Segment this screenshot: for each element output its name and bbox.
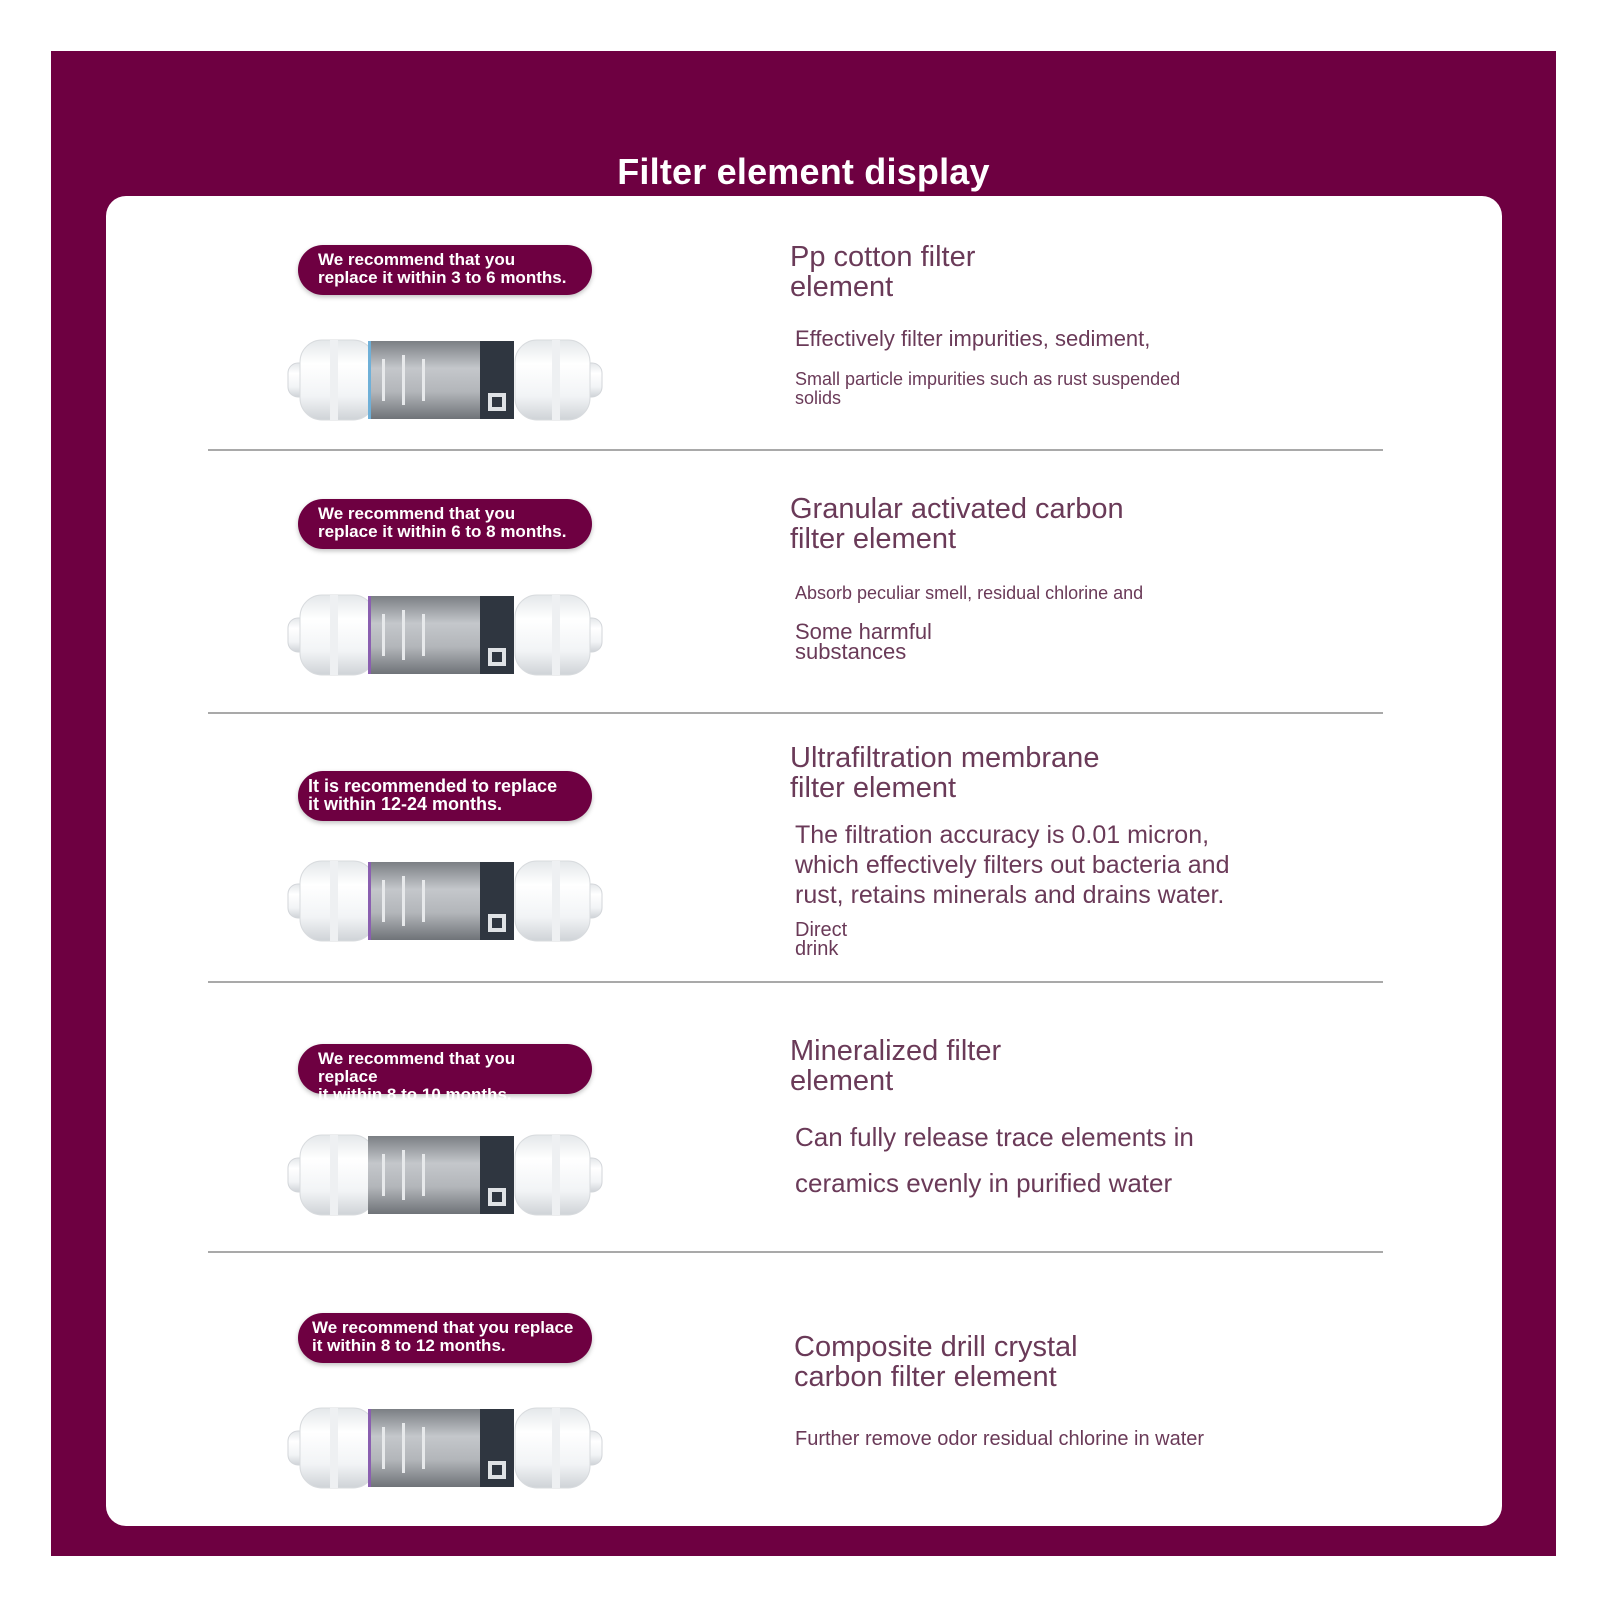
replacement-badge-activated-carbon: We recommend that you replace it within 6 to 8 months.	[298, 499, 592, 549]
composite-carbon-filter-cartridge-icon	[270, 1403, 620, 1493]
filter-desc-mineralized-2: ceramics evenly in purified water	[795, 1168, 1173, 1198]
filter-desc-pp-cotton-1: Effectively filter impurities, sediment,	[795, 326, 1151, 351]
filter-desc-activated-carbon-1: Absorb peculiar smell, residual chlorine and	[795, 583, 1144, 603]
mineralized-filter-cartridge-icon	[270, 1130, 620, 1220]
filter-desc-composite-carbon-1: Further remove odor residual chlorine in water	[795, 1428, 1205, 1450]
replacement-badge-mineralized: We recommend that you replace it within 8 to 10 months.	[298, 1044, 592, 1094]
row-divider	[208, 1251, 1383, 1253]
replacement-badge-composite-carbon: We recommend that you replace it within 8 to 12 months.	[298, 1313, 592, 1363]
filter-desc-mineralized-1: Can fully release trace elements in	[795, 1122, 1194, 1152]
filter-desc-pp-cotton-2: Small particle impurities such as rust suspended solids	[795, 369, 1181, 408]
filter-name-mineralized: Mineralized filter element	[790, 1035, 1002, 1097]
activated-carbon-filter-cartridge-icon	[270, 590, 620, 680]
replacement-badge-ultrafiltration: It is recommended to replace it within 12-24 months.	[298, 771, 592, 821]
filter-desc-ultrafiltration-2: Direct drink	[795, 919, 848, 960]
ultrafiltration-filter-cartridge-icon	[270, 856, 620, 946]
row-divider	[208, 449, 1383, 451]
replacement-badge-pp-cotton: We recommend that you replace it within 3 to 6 months.	[298, 245, 592, 295]
filter-name-activated-carbon: Granular activated carbon filter element	[790, 493, 1124, 555]
filter-desc-ultrafiltration-1: The filtration accuracy is 0.01 micron, which effectively filters out bacteria and rust, retains minerals and drains water.	[795, 821, 1230, 909]
row-divider	[208, 712, 1383, 714]
filter-name-pp-cotton: Pp cotton filter element	[790, 241, 976, 303]
pp-cotton-filter-cartridge-icon	[270, 335, 620, 425]
filter-name-composite-carbon: Composite drill crystal carbon filter element	[794, 1331, 1078, 1393]
row-divider	[208, 981, 1383, 983]
page-title: Filter element display	[617, 151, 990, 192]
filter-name-ultrafiltration: Ultrafiltration membrane filter element	[790, 742, 1100, 804]
filter-desc-activated-carbon-2: Some harmful substances	[795, 619, 932, 664]
